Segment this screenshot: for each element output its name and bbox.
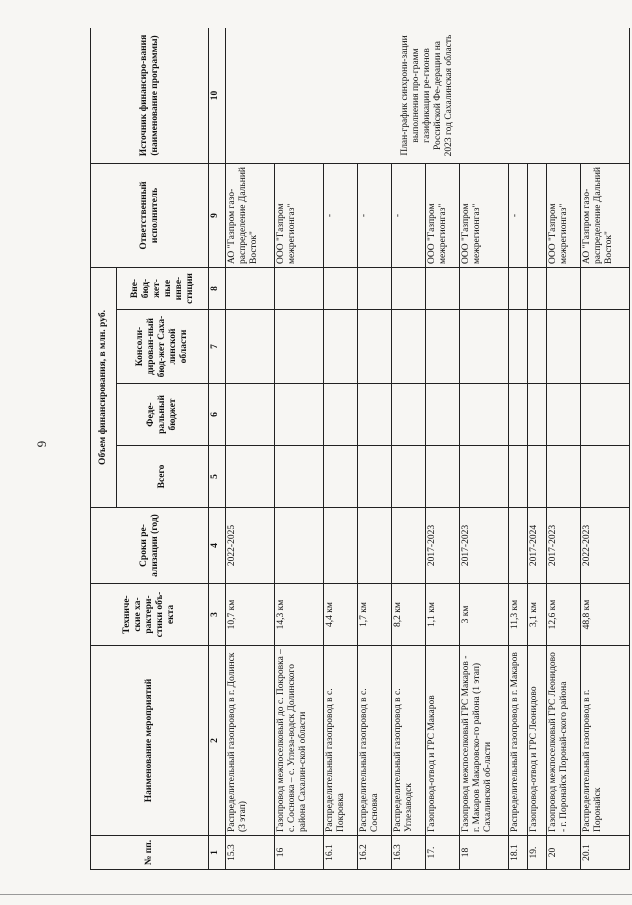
cell-federal [323,384,357,446]
cell-name: Распределительный газопровод в г. Макаров [508,646,527,836]
cell-source: План-график синхрони-зации выполнения про-грамм газификации ре-гионов Российской Фе-дерации на 2023 год Сахалинская область [226,28,630,163]
cell-offbudget [580,267,629,309]
cell-total [274,446,323,508]
cell-tech: 10,7 км [226,584,275,646]
cell-offbudget [357,267,391,309]
cell-total [323,446,357,508]
column-number: 2 [209,646,226,836]
cell-regional [226,310,275,384]
column-number: 10 [209,28,226,163]
cell-executor: АО "Газпром газо-распределение Дальний Восток" [226,163,275,267]
cell-executor: ООО "Газпром межрегионгаз" [274,163,323,267]
cell-num: 19. [527,836,546,870]
cell-tech: 14,3 км [274,584,323,646]
cell-tech: 1,1 км [425,584,459,646]
rotated-page [90,28,630,870]
cell-regional [323,310,357,384]
cell-executor: ООО "Газпром межрегионгаз" [425,163,459,267]
cell-num: 15.3 [226,836,275,870]
cell-offbudget [459,267,508,309]
header-period: Сроки ре-ализации (год) [91,508,209,584]
cell-federal [391,384,425,446]
cell-total [508,446,527,508]
cell-period [508,508,527,584]
cell-regional [508,310,527,384]
cell-executor: - [508,163,527,267]
cell-total [357,446,391,508]
cell-regional [546,310,580,384]
cell-total [580,446,629,508]
cell-num: 20.1 [580,836,629,870]
cell-num: 20 [546,836,580,870]
cell-federal [508,384,527,446]
page-number: 6 [34,440,50,448]
table-body [226,28,630,870]
cell-offbudget [527,267,546,309]
cell-tech: 11,3 км [508,584,527,646]
cell-offbudget [274,267,323,309]
cell-period [323,508,357,584]
cell-tech: 8,2 км [391,584,425,646]
column-number: 1 [209,836,226,870]
column-number: 7 [209,310,226,384]
column-number: 5 [209,446,226,508]
cell-executor: - [357,163,391,267]
cell-executor: АО "Газпром газо-распределение Дальний Восток" [580,163,629,267]
header-num: № пп. [91,836,209,870]
cell-name: Газопровод-отвод и ГРС Леонидово [527,646,546,836]
table-container [90,28,630,870]
cell-regional [274,310,323,384]
header-source: Источник финансиро-вания (наименование программы) [91,28,209,163]
column-numbers-row [209,28,226,870]
column-number: 3 [209,584,226,646]
cell-regional [425,310,459,384]
cell-period: 2022-2025 [226,508,275,584]
cell-name: Распределительный газопровод в г. Долинск (3 этап) [226,646,275,836]
cell-name: Газопровод-отвод и ГРС Макаров [425,646,459,836]
cell-executor: - [391,163,425,267]
cell-federal [580,384,629,446]
cell-num: 16.1 [323,836,357,870]
cell-offbudget [323,267,357,309]
cell-federal [226,384,275,446]
cell-federal [357,384,391,446]
header-total: Всего [117,446,209,508]
cell-tech: 48,8 км [580,584,629,646]
cell-num: 17. [425,836,459,870]
cell-tech: 1,7 км [357,584,391,646]
cell-name: Газопровод межпоселковый ГРС Леонидово - г. Поронайск Поронай-ского района [546,646,580,836]
cell-tech: 4,4 км [323,584,357,646]
cell-total [425,446,459,508]
cell-regional [580,310,629,384]
header-executor: Ответственный исполнитель [91,163,209,267]
cell-tech: 12,6 км [546,584,580,646]
cell-name: Распределительный газопровод в г. Поронайск [580,646,629,836]
cell-offbudget [546,267,580,309]
cell-num: 18 [459,836,508,870]
cell-name: Газопровод межпоселковый ГРС Макаров - г. Макаров Макаровско-го района (1 этап) Сахалинской об-ласти [459,646,508,836]
cell-offbudget [226,267,275,309]
cell-period: 2017-2023 [546,508,580,584]
cell-offbudget [508,267,527,309]
cell-num: 16.3 [391,836,425,870]
cell-period: 2022-2023 [580,508,629,584]
cell-name: Распределительный газопровод в с. Сосновка [357,646,391,836]
cell-total [226,446,275,508]
cell-total [546,446,580,508]
footer-line [0,894,632,895]
cell-federal [459,384,508,446]
header-tech: Техниче-ские ха-рактери-стики объ-екта [91,584,209,646]
header-offbudget: Вне-бюд-жет-ные инве-стиции [117,267,209,309]
cell-federal [274,384,323,446]
cell-regional [527,310,546,384]
cell-federal [527,384,546,446]
cell-executor [527,163,546,267]
cell-num: 16.2 [357,836,391,870]
cell-federal [546,384,580,446]
cell-period [391,508,425,584]
column-number: 4 [209,508,226,584]
column-number: 6 [209,384,226,446]
cell-offbudget [391,267,425,309]
cell-regional [357,310,391,384]
cell-num: 18.1 [508,836,527,870]
header-finance-group: Объем финансирования, в млн. руб. [91,267,117,507]
cell-regional [391,310,425,384]
cell-executor: - [323,163,357,267]
column-number: 8 [209,267,226,309]
cell-period: 2017-2023 [425,508,459,584]
cell-period: 2017-2024 [527,508,546,584]
cell-name: Газопровод межпоселковый до с. Покровка – с. Сосновка – с. Углеза-водск Долинского района Сахалин-ской области [274,646,323,836]
cell-num: 16 [274,836,323,870]
cell-regional [459,310,508,384]
table-row [226,28,275,870]
cell-executor: ООО "Газпром межрегионгаз" [459,163,508,267]
cell-offbudget [425,267,459,309]
cell-tech: 3 км [459,584,508,646]
cell-period [357,508,391,584]
cell-period: 2017-2023 [459,508,508,584]
header-regional: Консоли-дирован-ный бюд-жет Саха-линской области [117,310,209,384]
cell-total [527,446,546,508]
column-number: 9 [209,163,226,267]
cell-total [459,446,508,508]
cell-total [391,446,425,508]
cell-tech: 3,1 км [527,584,546,646]
header-federal: Феде-ральный бюджет [117,384,209,446]
financing-table [90,28,630,870]
cell-name: Распределительный газопровод в с. Углезаводск [391,646,425,836]
cell-executor: ООО "Газпром межрегионгаз" [546,163,580,267]
cell-federal [425,384,459,446]
header-name: Наименование мероприятий [91,646,209,836]
cell-period [274,508,323,584]
cell-name: Распределительный газопровод в с. Покровка [323,646,357,836]
